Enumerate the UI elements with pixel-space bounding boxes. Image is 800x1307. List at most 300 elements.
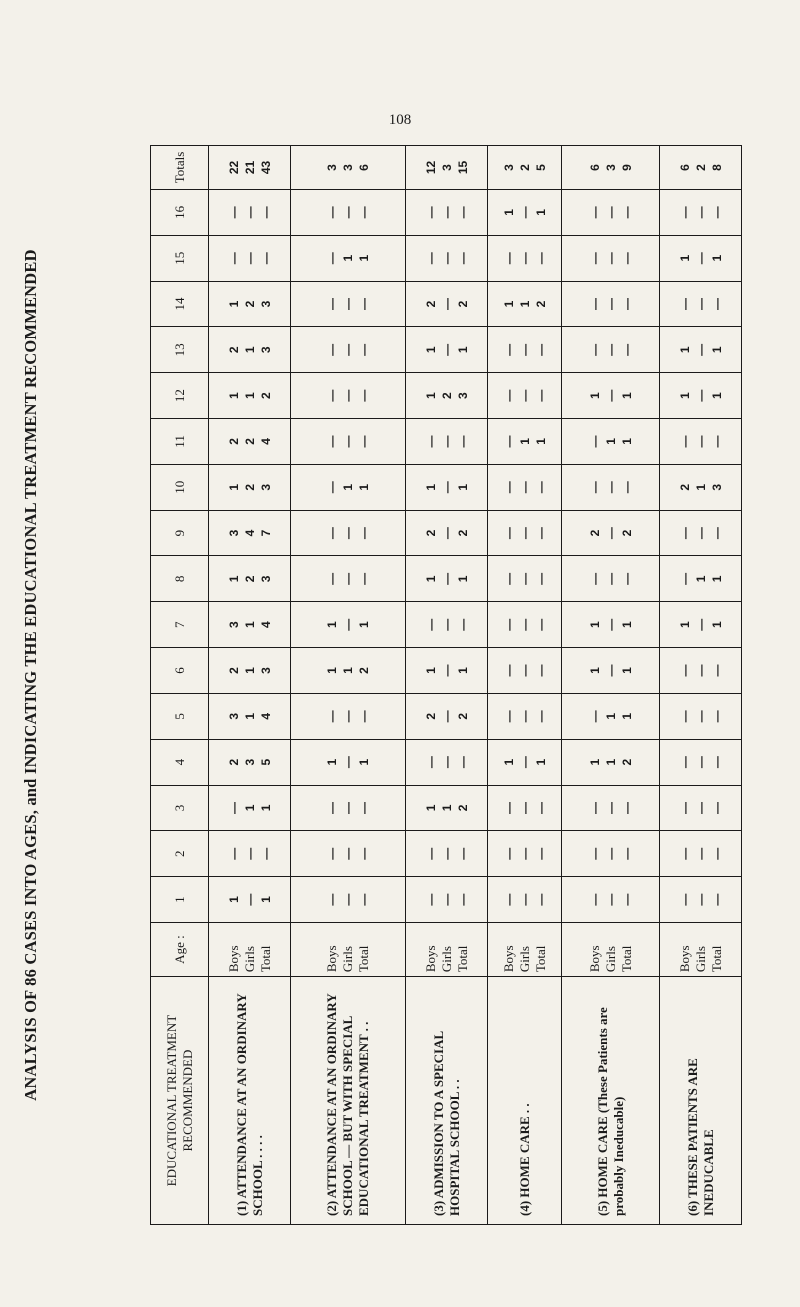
age-col-header: 7 — [151, 602, 209, 648]
analysis-table — [150, 145, 742, 1225]
totals-cell — [660, 146, 742, 190]
count-value: 7 — [258, 529, 273, 537]
count-value: 1 — [693, 575, 708, 583]
sex-label: Total — [618, 945, 634, 973]
count-value: 1 — [325, 621, 339, 629]
count-value: — — [341, 710, 355, 723]
count-value: — — [693, 252, 708, 265]
count-value: 1 — [357, 758, 371, 766]
age-cell — [660, 189, 742, 235]
age-col-header: 13 — [151, 327, 209, 373]
count-value: — — [341, 893, 355, 906]
total-value: 6 — [677, 164, 692, 171]
count-value: 2 — [357, 667, 371, 674]
count-value: — — [423, 756, 438, 769]
treatment-label: (3) ADMISSION TO A SPECIAL HOSPITAL SCHOOL . . — [406, 977, 488, 1225]
count-value: 1 — [341, 254, 355, 262]
age-cell — [488, 327, 562, 373]
count-value: — — [423, 847, 438, 860]
age-col-header: 4 — [151, 739, 209, 785]
count-value: — — [533, 481, 548, 494]
count-value: — — [533, 710, 548, 723]
age-cell — [562, 648, 660, 694]
count-value: 1 — [226, 300, 241, 308]
count-value: — — [439, 756, 454, 769]
count-value: — — [325, 389, 339, 402]
count-value: — — [677, 298, 692, 310]
table-row — [488, 146, 562, 1225]
count-value: — — [501, 527, 516, 540]
count-value: 1 — [423, 483, 438, 491]
count-value: — — [341, 389, 355, 402]
age-cell — [291, 877, 406, 923]
count-value: — — [587, 801, 602, 814]
count-value: — — [693, 664, 708, 677]
count-value: — — [517, 710, 532, 723]
count-value: — — [533, 389, 548, 402]
count-value: — — [439, 298, 454, 310]
count-value: — — [325, 893, 339, 906]
total-value: 3 — [603, 164, 618, 171]
age-cell — [209, 327, 291, 373]
total-value: 3 — [439, 164, 454, 171]
table-row — [209, 146, 291, 1225]
count-value: — — [603, 801, 618, 814]
count-value: — — [619, 206, 634, 219]
count-value: — — [226, 252, 241, 265]
count-value: — — [455, 206, 470, 219]
count-value: — — [455, 756, 470, 769]
age-cell — [406, 831, 488, 877]
count-value: 2 — [226, 758, 241, 766]
age-cell — [209, 510, 291, 556]
count-value: — — [357, 298, 371, 310]
count-value: — — [501, 343, 516, 356]
sex-labels — [660, 922, 742, 976]
count-value: — — [325, 572, 339, 585]
age-cell — [406, 419, 488, 465]
age-cell — [488, 373, 562, 419]
age-cell — [562, 831, 660, 877]
age-cell — [291, 281, 406, 327]
sex-labels — [488, 922, 562, 976]
total-value: 2 — [693, 164, 708, 171]
total-value: 8 — [709, 164, 724, 171]
count-value: — — [533, 893, 548, 906]
count-value: 1 — [709, 392, 724, 399]
count-value: — — [603, 481, 618, 494]
count-value: — — [357, 389, 371, 402]
age-cell — [488, 556, 562, 602]
age-cell — [562, 510, 660, 556]
treatment-header: EDUCATIONAL TREATMENT RECOMMENDED — [151, 977, 209, 1225]
count-value: 2 — [226, 667, 241, 674]
age-cell — [291, 235, 406, 281]
sex-label: Total — [454, 945, 470, 973]
treatment-label: (2) ATTENDANCE AT AN ORDINARY SCHOOL — BUT WITH SPECIAL EDUCATIONAL TREATMENT . . — [291, 977, 406, 1225]
age-col-header: 14 — [151, 281, 209, 327]
count-value: 1 — [517, 300, 532, 308]
count-value: — — [341, 801, 355, 814]
count-value: — — [517, 481, 532, 494]
count-value: 2 — [226, 438, 241, 445]
count-value: 1 — [325, 758, 339, 766]
count-value: — — [242, 206, 257, 219]
count-value: — — [677, 893, 692, 906]
sex-label: Girls — [438, 946, 454, 973]
treatment-label: (1) ATTENDANCE AT AN ORDINARY SCHOOL . . . . — [209, 977, 291, 1225]
age-cell — [660, 464, 742, 510]
sex-labels — [562, 922, 660, 976]
count-value: 1 — [533, 758, 548, 766]
count-value: 2 — [619, 758, 634, 766]
treatment-label: (5) HOME CARE (These Patients are probably Ineducable) — [562, 977, 660, 1225]
count-value: — — [501, 893, 516, 906]
total-value: 3 — [501, 164, 516, 171]
total-value: 9 — [619, 164, 634, 171]
age-cell — [488, 510, 562, 556]
count-value: 1 — [619, 621, 634, 629]
count-value: — — [603, 893, 618, 906]
count-value: 2 — [619, 529, 634, 537]
age-cell — [488, 877, 562, 923]
age-cell — [660, 419, 742, 465]
count-value: — — [709, 206, 724, 219]
count-value: — — [677, 435, 692, 448]
age-cell — [562, 281, 660, 327]
count-value: — — [258, 847, 273, 860]
age-cell — [209, 373, 291, 419]
count-value: — — [677, 756, 692, 769]
count-value: 5 — [258, 758, 273, 766]
count-value: — — [587, 343, 602, 356]
age-cell — [209, 281, 291, 327]
count-value: — — [325, 252, 339, 265]
totals-cell — [406, 146, 488, 190]
age-col-header: 9 — [151, 510, 209, 556]
count-value: 1 — [587, 392, 602, 399]
age-cell — [209, 831, 291, 877]
count-value: — — [533, 618, 548, 631]
count-value: 2 — [677, 483, 692, 491]
total-value: 21 — [242, 160, 257, 175]
count-value: — — [455, 618, 470, 631]
count-value: — — [603, 343, 618, 356]
count-value: — — [341, 343, 355, 356]
total-value: 43 — [258, 160, 273, 175]
count-value: 2 — [439, 392, 454, 399]
age-cell — [562, 739, 660, 785]
count-value: — — [325, 206, 339, 219]
count-value: — — [693, 847, 708, 860]
sex-label: Boys — [586, 945, 602, 973]
count-value: — — [709, 847, 724, 860]
count-value: — — [517, 252, 532, 265]
total-value: 3 — [341, 164, 355, 171]
count-value: 2 — [258, 392, 273, 399]
age-cell — [562, 877, 660, 923]
count-value: — — [325, 527, 339, 540]
count-value: — — [517, 343, 532, 356]
age-cell — [291, 648, 406, 694]
count-value: — — [603, 572, 618, 585]
count-value: — — [693, 710, 708, 723]
count-value: — — [439, 206, 454, 219]
count-value: — — [341, 572, 355, 585]
count-value: 2 — [455, 300, 470, 308]
age-cell — [209, 189, 291, 235]
age-col-header: 3 — [151, 785, 209, 831]
age-cell — [406, 235, 488, 281]
count-value: — — [603, 252, 618, 265]
count-value: 1 — [501, 209, 516, 216]
count-value: 3 — [258, 300, 273, 308]
count-value: 1 — [226, 575, 241, 583]
count-value: 1 — [357, 254, 371, 262]
age-cell — [291, 327, 406, 373]
sex-label: Girls — [602, 946, 618, 973]
age-col-header: 11 — [151, 419, 209, 465]
table-row — [291, 146, 406, 1225]
age-cell — [209, 877, 291, 923]
count-value: 1 — [455, 575, 470, 583]
count-value: 1 — [501, 758, 516, 766]
count-value: — — [439, 435, 454, 448]
count-value: — — [423, 435, 438, 448]
count-value: 1 — [587, 621, 602, 629]
count-value: — — [501, 389, 516, 402]
count-value: — — [603, 847, 618, 860]
sex-label: Boys — [500, 945, 516, 973]
count-value: — — [619, 893, 634, 906]
age-cell — [562, 373, 660, 419]
count-value: 2 — [455, 804, 470, 812]
count-value: 4 — [258, 438, 273, 445]
count-value: 1 — [587, 667, 602, 674]
count-value: — — [501, 252, 516, 265]
sex-label: Boys — [422, 945, 438, 973]
age-cell — [562, 602, 660, 648]
count-value: 1 — [533, 209, 548, 216]
age-cell — [488, 831, 562, 877]
age-col-header: 1 — [151, 877, 209, 923]
age-cell — [660, 693, 742, 739]
count-value: — — [517, 664, 532, 677]
count-value: — — [517, 801, 532, 814]
count-value: — — [693, 756, 708, 769]
count-value: 3 — [226, 529, 241, 537]
count-value: 1 — [603, 712, 618, 720]
total-value: 12 — [423, 160, 438, 175]
count-value: 1 — [242, 346, 257, 354]
age-cell — [562, 235, 660, 281]
count-value: 1 — [533, 438, 548, 445]
count-value: — — [533, 801, 548, 814]
count-value: — — [357, 206, 371, 219]
count-value: — — [439, 527, 454, 540]
count-value: — — [693, 801, 708, 814]
age-cell — [209, 464, 291, 510]
count-value: — — [517, 847, 532, 860]
count-value: 1 — [619, 438, 634, 445]
age-cell — [660, 235, 742, 281]
count-value: 2 — [587, 529, 602, 537]
age-cell — [660, 556, 742, 602]
count-value: — — [709, 298, 724, 310]
count-value: — — [517, 756, 532, 769]
age-cell — [660, 373, 742, 419]
age-cell — [488, 419, 562, 465]
count-value: — — [517, 389, 532, 402]
total-value: 5 — [533, 164, 548, 171]
count-value: 3 — [455, 392, 470, 399]
totals-header: Totals — [151, 146, 209, 190]
count-value: — — [709, 435, 724, 448]
age-cell — [406, 739, 488, 785]
count-value: — — [242, 847, 257, 860]
count-value: — — [258, 252, 273, 265]
count-value: — — [423, 893, 438, 906]
count-value: — — [619, 801, 634, 814]
age-cell — [209, 693, 291, 739]
count-value: — — [341, 206, 355, 219]
count-value: — — [341, 756, 355, 769]
count-value: 4 — [258, 621, 273, 629]
age-cell — [488, 602, 562, 648]
age-col-header: 16 — [151, 189, 209, 235]
age-cell — [406, 648, 488, 694]
count-value: — — [341, 618, 355, 631]
age-col-header: 2 — [151, 831, 209, 877]
age-cell — [488, 739, 562, 785]
sex-label: Boys — [225, 945, 241, 973]
count-value: 1 — [603, 438, 618, 445]
count-value: — — [423, 618, 438, 631]
count-value: 4 — [258, 712, 273, 720]
sex-label: Total — [532, 945, 548, 973]
count-value: — — [439, 572, 454, 585]
count-value: 1 — [242, 712, 257, 720]
count-value: — — [357, 710, 371, 723]
age-cell — [406, 785, 488, 831]
age-cell — [488, 648, 562, 694]
age-cell — [291, 693, 406, 739]
rotated-table-region — [21, 125, 770, 1225]
count-value: 2 — [242, 300, 257, 308]
count-value: — — [455, 252, 470, 265]
count-value: 1 — [423, 667, 438, 674]
totals-cell — [562, 146, 660, 190]
total-value: 3 — [325, 164, 339, 171]
age-cell — [562, 464, 660, 510]
count-value: 1 — [677, 346, 692, 354]
count-value: — — [677, 527, 692, 540]
count-value: — — [603, 618, 618, 631]
count-value: 1 — [357, 621, 371, 629]
age-cell — [660, 281, 742, 327]
age-cell — [406, 693, 488, 739]
count-value: — — [439, 618, 454, 631]
count-value: — — [619, 847, 634, 860]
count-value: — — [693, 527, 708, 540]
count-value: 1 — [325, 667, 339, 674]
sex-label: Boys — [324, 945, 339, 973]
count-value: — — [533, 343, 548, 356]
total-value: 15 — [455, 160, 470, 175]
sex-labels — [406, 922, 488, 976]
count-value: — — [709, 527, 724, 540]
count-value: 1 — [619, 712, 634, 720]
count-value: 1 — [455, 483, 470, 491]
count-value: 1 — [455, 667, 470, 674]
count-value: — — [517, 572, 532, 585]
count-value: 1 — [341, 667, 355, 674]
age-cell — [291, 556, 406, 602]
age-col-header: 12 — [151, 373, 209, 419]
age-cell — [488, 235, 562, 281]
sex-label: Total — [708, 945, 724, 973]
count-value: — — [587, 435, 602, 448]
age-cell — [406, 464, 488, 510]
count-value: 1 — [258, 896, 273, 903]
count-value: — — [587, 893, 602, 906]
count-value: 1 — [455, 346, 470, 354]
age-cell — [562, 785, 660, 831]
count-value: 3 — [709, 483, 724, 491]
count-value: — — [533, 252, 548, 265]
age-cell — [406, 556, 488, 602]
count-value: — — [439, 893, 454, 906]
count-value: — — [325, 847, 339, 860]
count-value: 1 — [242, 392, 257, 399]
count-value: 2 — [423, 712, 438, 720]
age-cell — [406, 281, 488, 327]
count-value: 1 — [677, 621, 692, 629]
count-value: 1 — [709, 346, 724, 354]
count-value: — — [517, 893, 532, 906]
count-value: 3 — [258, 483, 273, 491]
age-cell — [488, 464, 562, 510]
treatment-label: (4) HOME CARE . . — [488, 977, 562, 1225]
count-value: 4 — [242, 529, 257, 537]
count-value: — — [423, 252, 438, 265]
count-value: — — [587, 481, 602, 494]
age-header: Age : — [151, 922, 209, 976]
table-title: ANALYSIS OF 86 CASES INTO AGES, and INDICATING THE EDUCATIONAL TREATMENT RECOMMENDED — [21, 249, 40, 1101]
count-value: — — [341, 435, 355, 448]
age-col-header: 8 — [151, 556, 209, 602]
age-cell — [562, 419, 660, 465]
count-value: — — [619, 298, 634, 310]
count-value: — — [533, 847, 548, 860]
total-value: 2 — [517, 164, 532, 171]
count-value: — — [439, 343, 454, 356]
count-value: — — [501, 481, 516, 494]
count-value: 1 — [619, 667, 634, 674]
totals-cell — [291, 146, 406, 190]
count-value: 1 — [501, 300, 516, 308]
count-value: — — [603, 389, 618, 402]
count-value: 2 — [226, 346, 241, 354]
count-value: — — [709, 756, 724, 769]
count-value: — — [325, 298, 339, 310]
count-value: — — [501, 664, 516, 677]
count-value: — — [226, 206, 241, 219]
count-value: 1 — [619, 392, 634, 399]
count-value: — — [325, 801, 339, 814]
age-cell — [209, 419, 291, 465]
count-value: — — [357, 435, 371, 448]
